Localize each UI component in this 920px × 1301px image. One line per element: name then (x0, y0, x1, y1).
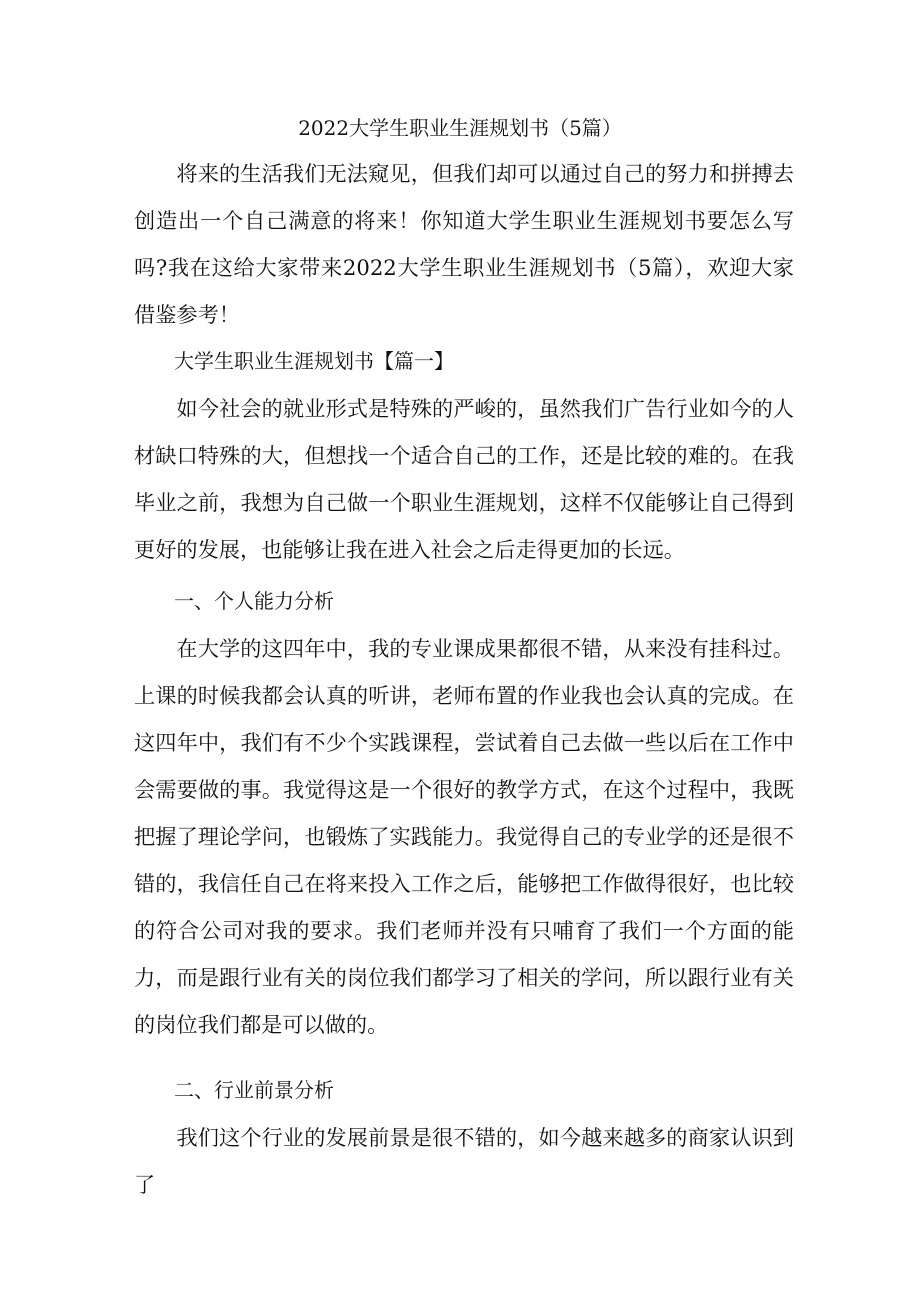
heading-industry-analysis: 二、行业前景分析 (174, 1078, 334, 1102)
document-body (134, 150, 794, 1208)
heading-ability-analysis: 一、个人能力分析 (174, 589, 334, 613)
spacer (134, 1048, 794, 1067)
paragraph-1: 如今社会的就业形式是特殊的严峻的，虽然我们广告行业如今的人材缺口特殊的大，但想找一个适合自己的工作，还是比较的难的。在我毕业之前，我想为自己做一个职业生涯规划，这样不仅能够让自己得到更好的发展，也能够让我在进入社会之后走得更加的长远。 (134, 396, 794, 562)
intro-paragraph: 将来的生活我们无法窥见，但我们却可以通过自己的努力和拼搏去创造出一个自己满意的将来！你知道大学生职业生涯规划书要怎么写吗?我在这给大家带来2022大学生职业生涯规划书（5篇），欢迎大家借鉴参考！ (134, 161, 794, 327)
paragraph-3: 我们这个行业的发展前景是很不错的，如今越来越多的商家认识到了 (134, 1125, 794, 1197)
section-title: 大学生职业生涯规划书【篇一】 (174, 349, 454, 373)
paragraph-2: 在大学的这四年中，我的专业课成果都很不错，从来没有挂科过。上课的时候我都会认真的听讲，老师布置的作业我也会认真的完成。在这四年中，我们有不少个实践课程，尝试着自己去做一些以后在工作中会需要做的事。我觉得这是一个很好的教学方式，在这个过程中，我既把握了理论学问，也锻炼了实践能力。我觉得自己的专业学的还是很不错的，我信任自己在将来投入工作之后，能够把工作做得很好，也比较的符合公司对我的要求。我们老师并没有只哺育了我们一个方面的能力，而是跟行业有关的岗位我们都学习了相关的学问，所以跟行业有关的岗位我们都是可以做的。 (134, 636, 794, 1037)
document-title: 2022大学生职业生涯规划书（5篇） (298, 116, 622, 140)
